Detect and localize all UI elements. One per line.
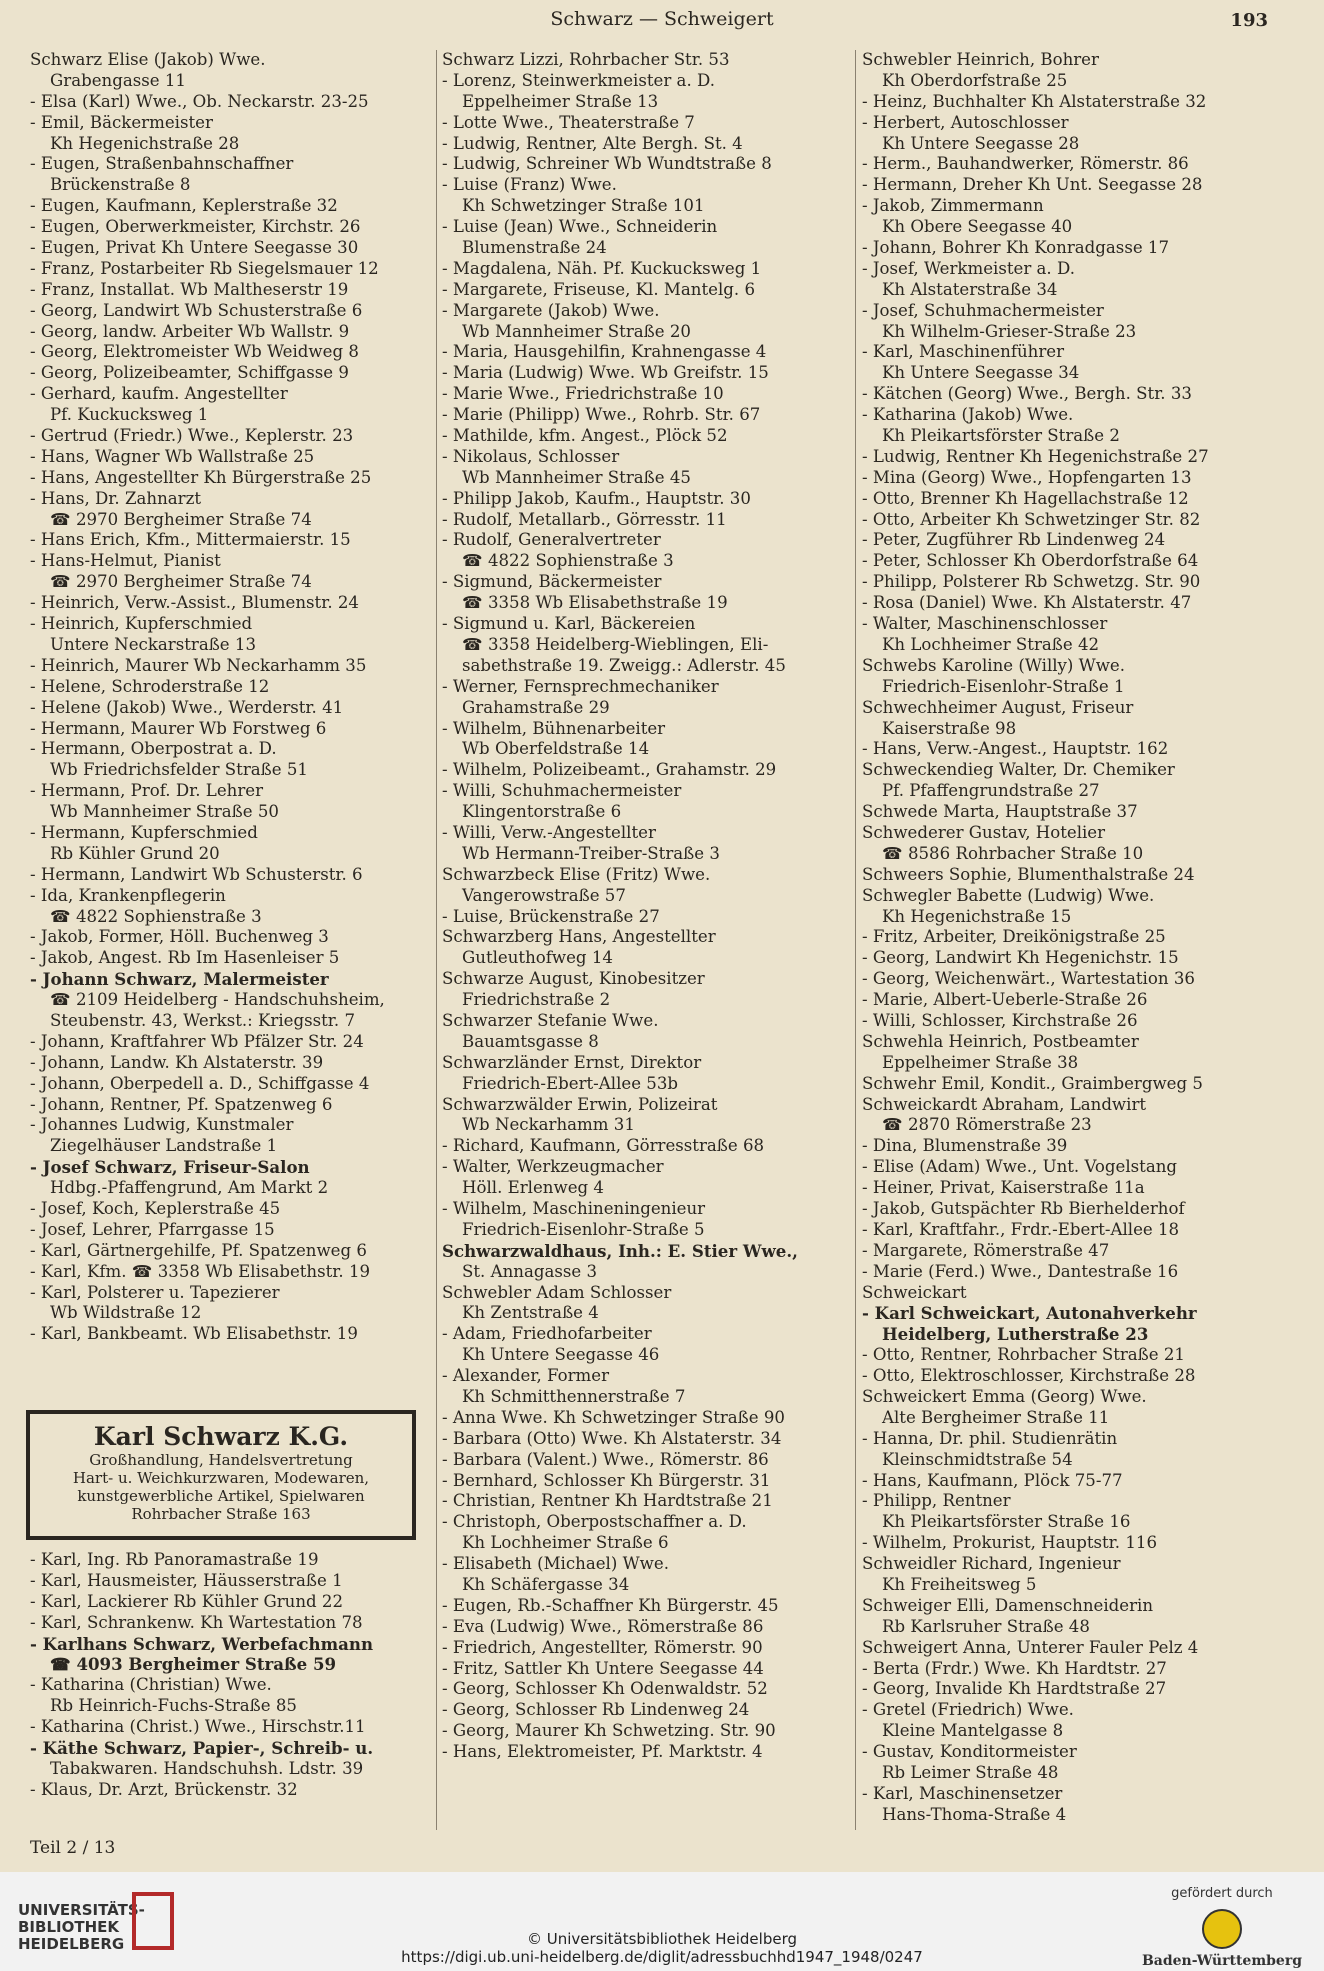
directory-entry: Höll. Erlenweg 4 (462, 1178, 604, 1198)
directory-entry: ☎ 2109 Heidelberg - Handschuhsheim, (50, 990, 385, 1010)
directory-entry: - Anna Wwe. Kh Schwetzinger Straße 90 (442, 1407, 785, 1427)
column-1-continued (30, 1550, 425, 1810)
directory-entry: - Georg, Landwirt Kh Hegenichstr. 15 (862, 948, 1179, 968)
directory-entry: - Georg, Maurer Kh Schwetzing. Str. 90 (442, 1721, 776, 1741)
directory-entry: - Sigmund, Bäckermeister (442, 572, 662, 592)
directory-entry: Kh Schwetzinger Straße 101 (462, 196, 705, 216)
directory-entry: - Friedrich, Angestellter, Römerstr. 90 (442, 1637, 763, 1657)
directory-entry: Gutleuthofweg 14 (462, 948, 613, 968)
directory-entry: - Georg, Polizeibeamter, Schiffgasse 9 (30, 363, 349, 383)
directory-entry: - Wilhelm, Maschineningenieur (442, 1198, 706, 1218)
directory-entry: ☎ 4093 Bergheimer Straße 59 (50, 1654, 337, 1675)
directory-entry: - Eugen, Kaufmann, Keplerstraße 32 (30, 196, 338, 216)
directory-entry: Klingentorstraße 6 (462, 802, 622, 822)
directory-entry: - Otto, Arbeiter Kh Schwetzinger Str. 82 (862, 509, 1201, 529)
directory-entry: - Alexander, Former (442, 1366, 610, 1386)
directory-entry: Heidelberg, Lutherstraße 23 (882, 1324, 1149, 1345)
directory-entry: - Franz, Postarbeiter Rb Siegelsmauer 12 (30, 258, 379, 278)
directory-entry: - Georg, Invalide Kh Hardtstraße 27 (862, 1679, 1167, 1699)
directory-entry: Wb Neckarhamm 31 (462, 1115, 635, 1135)
directory-entry: - Otto, Brenner Kh Hagellachstraße 12 (862, 488, 1189, 508)
ad-line: kunstgewerbliche Artikel, Spielwaren (77, 1487, 365, 1505)
directory-entry: Schwegler Babette (Ludwig) Wwe. (862, 885, 1155, 905)
directory-entry: Kh Freiheitsweg 5 (882, 1575, 1037, 1595)
directory-entry: Schweigert Anna, Unterer Fauler Pelz 4 (862, 1637, 1199, 1657)
directory-entry: - Hans, Kaufmann, Plöck 75-77 (862, 1470, 1123, 1490)
directory-entry: Schwarzwälder Erwin, Polizeirat (442, 1094, 718, 1114)
directory-entry: - Nikolaus, Schlosser (442, 446, 620, 466)
directory-entry: Kh Wilhelm-Grieser-Straße 23 (882, 321, 1137, 341)
directory-entry: - Johann, Kraftfahrer Wb Pfälzer Str. 24 (30, 1031, 364, 1051)
directory-entry: ☎ 4822 Sophienstraße 3 (50, 906, 262, 926)
directory-entry: - Karl, Kfm. ☎ 3358 Wb Elisabethstr. 19 (30, 1261, 371, 1281)
directory-entry: Kh Pleikartsförster Straße 16 (882, 1512, 1131, 1532)
directory-entry: - Klaus, Dr. Arzt, Brückenstr. 32 (30, 1779, 298, 1799)
directory-entry: Schwebs Karoline (Willy) Wwe. (862, 655, 1126, 675)
directory-entry: - Karl, Maschinensetzer (862, 1783, 1063, 1803)
directory-entry: Hdbg.-Pfaffengrund, Am Markt 2 (50, 1178, 329, 1198)
directory-entry: - Barbara (Valent.) Wwe., Römerstr. 86 (442, 1449, 769, 1469)
column-divider (855, 50, 856, 1830)
directory-entry: Schwechheimer August, Friseur (862, 697, 1134, 717)
directory-entry: Schweiger Elli, Damenschneiderin (862, 1595, 1154, 1615)
directory-entry: ☎ 3358 Heidelberg-Wieblingen, Eli- (462, 634, 769, 654)
directory-entry: Schwarze August, Kinobesitzer (442, 969, 705, 989)
directory-entry: - Ida, Krankenpflegerin (30, 885, 226, 905)
directory-entry: - Lorenz, Steinwerkmeister a. D. (442, 70, 715, 90)
volume-footer: Teil 2 / 13 (30, 1838, 116, 1858)
directory-entry: Grabengasse 11 (50, 70, 186, 90)
directory-entry: Bauamtsgasse 8 (462, 1031, 599, 1051)
directory-entry: - Georg, Elektromeister Wb Weidweg 8 (30, 342, 359, 362)
directory-entry: - Otto, Rentner, Rohrbacher Straße 21 (862, 1345, 1185, 1365)
directory-entry: - Elisabeth (Michael) Wwe. (442, 1554, 669, 1574)
directory-entry: Schweickart (862, 1282, 967, 1302)
directory-entry: - Philipp Jakob, Kaufm., Hauptstr. 30 (442, 488, 751, 508)
directory-entry: - Georg, Schlosser Rb Lindenweg 24 (442, 1700, 750, 1720)
directory-entry: - Johann, Bohrer Kh Konradgasse 17 (862, 238, 1170, 258)
directory-entry: Kh Hegenichstraße 15 (882, 906, 1072, 926)
directory-entry: - Gretel (Friedrich) Wwe. (862, 1700, 1074, 1720)
directory-entry: - Rosa (Daniel) Wwe. Kh Alstaterstr. 47 (862, 593, 1192, 613)
directory-entry: - Werner, Fernsprechmechaniker (442, 676, 719, 696)
directory-entry: - Eugen, Privat Kh Untere Seegasse 30 (30, 238, 359, 258)
sponsor-label: gefördert durch (1171, 1886, 1273, 1901)
directory-entry: - Hermann, Oberpostrat a. D. (30, 739, 277, 759)
ad-line: Hart- u. Weichkurzwaren, Modewaren, (72, 1469, 370, 1487)
directory-entry: Kh Schmitthennerstraße 7 (462, 1387, 686, 1406)
directory-entry: - Johann Schwarz, Malermeister (30, 969, 329, 990)
directory-entry: ☎ 8586 Rohrbacher Straße 10 (882, 843, 1144, 863)
directory-entry: Schweickardt Abraham, Landwirt (862, 1094, 1147, 1114)
directory-entry: Rb Heinrich-Fuchs-Straße 85 (50, 1696, 297, 1716)
directory-entry: - Marie Wwe., Friedrichstraße 10 (442, 384, 724, 404)
directory-entry: - Franz, Installat. Wb Maltheserstr 19 (30, 279, 349, 299)
column-divider (436, 50, 437, 1830)
copyright-block (0, 1930, 1324, 1966)
directory-entry: Schwarzländer Ernst, Direktor (442, 1052, 702, 1072)
directory-entry: - Helene, Schroderstraße 12 (30, 676, 270, 696)
directory-entry: - Heinz, Buchhalter Kh Alstaterstraße 32 (862, 91, 1207, 111)
directory-entry: Kh Obere Seegasse 40 (882, 217, 1073, 237)
directory-entry: - Rudolf, Generalvertreter (442, 530, 661, 550)
directory-entry: - Katharina (Christ.) Wwe., Hirschstr.11 (30, 1717, 366, 1737)
ad-line: Großhandlung, Handelsvertretung (89, 1451, 353, 1469)
directory-entry: - Bernhard, Schlosser Kh Bürgerstr. 31 (442, 1470, 771, 1490)
directory-entry: - Lotte Wwe., Theaterstraße 7 (442, 112, 695, 132)
directory-entry: - Mathilde, kfm. Angest., Plöck 52 (442, 426, 728, 446)
directory-entry: - Magdalena, Näh. Pf. Kuckucksweg 1 (442, 258, 762, 278)
directory-entry: - Luise (Jean) Wwe., Schneiderin (442, 217, 718, 237)
directory-entry: Pf. Pfaffengrundstraße 27 (882, 781, 1100, 801)
directory-entry: - Wilhelm, Prokurist, Hauptstr. 116 (862, 1533, 1158, 1553)
directory-entry: - Karl, Bankbeamt. Wb Elisabethstr. 19 (30, 1324, 358, 1344)
directory-entry: - Karl Schweickart, Autonahverkehr (862, 1303, 1197, 1324)
directory-entry: Friedrichstraße 2 (462, 990, 611, 1010)
directory-entry: - Peter, Schlosser Kh Oberdorfstraße 64 (862, 551, 1199, 571)
directory-entry: - Maria (Ludwig) Wwe. Wb Greifstr. 15 (442, 363, 769, 383)
directory-entry: - Karl, Polsterer u. Tapezierer (30, 1282, 280, 1302)
directory-entry: - Christoph, Oberpostschaffner a. D. (442, 1512, 747, 1532)
logo-line: HEIDELBERG (18, 1935, 125, 1953)
directory-entry: Schwehla Heinrich, Postbeamter (862, 1031, 1139, 1051)
directory-entry: - Mina (Georg) Wwe., Hopfengarten 13 (862, 467, 1192, 487)
directory-entry: - Philipp, Polsterer Rb Schwetzg. Str. 90 (862, 572, 1201, 592)
directory-entry: Kh Lochheimer Straße 42 (882, 634, 1100, 654)
directory-entry: Kh Alstaterstraße 34 (882, 279, 1058, 299)
directory-entry: ☎ 4822 Sophienstraße 3 (462, 551, 674, 571)
directory-entry: - Gerhard, kaufm. Angestellter (30, 384, 288, 404)
directory-entry: Schwehr Emil, Kondit., Graimbergweg 5 (862, 1073, 1203, 1093)
directory-entry: - Karl, Schrankenw. Kh Wartestation 78 (30, 1612, 363, 1632)
directory-entry: Wb Friedrichsfelder Straße 51 (50, 760, 308, 780)
directory-entry: Kh Pleikartsförster Straße 2 (882, 426, 1120, 446)
directory-entry: - Georg, Schlosser Kh Odenwaldstr. 52 (442, 1679, 768, 1699)
directory-entry: - Margarete (Jakob) Wwe. (442, 300, 660, 320)
directory-entry: Schwarz Elise (Jakob) Wwe. (30, 50, 266, 69)
directory-entry: - Karl, Ing. Rb Panoramastraße 19 (30, 1550, 319, 1569)
directory-entry: - Marie (Ferd.) Wwe., Dantestraße 16 (862, 1261, 1179, 1281)
directory-entry: - Dina, Blumenstraße 39 (862, 1136, 1068, 1156)
directory-entry: - Hans, Verw.-Angest., Hauptstr. 162 (862, 739, 1169, 759)
directory-entry: - Herm., Bauhandwerker, Römerstr. 86 (862, 154, 1189, 174)
directory-entry: Eppelheimer Straße 38 (882, 1052, 1079, 1072)
directory-entry: Alte Bergheimer Straße 11 (882, 1407, 1110, 1427)
directory-entry: - Jakob, Angest. Rb Im Hasenleiser 5 (30, 948, 340, 968)
directory-entry: - Hans, Angestellter Kh Bürgerstraße 25 (30, 467, 372, 487)
directory-entry: - Katharina (Christian) Wwe. (30, 1675, 272, 1695)
logo-line: BIBLIOTHEK (18, 1918, 119, 1936)
directory-entry: Schwarz Lizzi, Rohrbacher Str. 53 (442, 50, 730, 69)
directory-entry: Schweidler Richard, Ingenieur (862, 1554, 1121, 1574)
directory-entry: - Käthe Schwarz, Papier-, Schreib- u. (30, 1738, 374, 1759)
directory-entry: ☎ 2970 Bergheimer Straße 74 (50, 509, 312, 529)
directory-entry: - Johann, Rentner, Pf. Spatzenweg 6 (30, 1094, 333, 1114)
directory-entry: - Willi, Verw.-Angestellter (442, 822, 656, 842)
directory-entry: Kleinschmidtstraße 54 (882, 1449, 1073, 1469)
directory-entry: - Karl, Hausmeister, Häusserstraße 1 (30, 1570, 343, 1590)
directory-entry: - Hans, Elektromeister, Pf. Marktstr. 4 (442, 1742, 763, 1762)
directory-entry: - Johann, Oberpedell a. D., Schiffgasse 4 (30, 1073, 370, 1093)
directory-entry: Tabakwaren. Handschuhsh. Ldstr. 39 (50, 1758, 364, 1778)
directory-entry: Kh Schäfergasse 34 (462, 1575, 630, 1595)
library-footer-bar (0, 1872, 1324, 1971)
directory-entry: Wb Wildstraße 12 (50, 1303, 202, 1323)
directory-entry: - Hermann, Landwirt Wb Schusterstr. 6 (30, 864, 363, 884)
directory-entry: - Gertrud (Friedr.) Wwe., Keplerstr. 23 (30, 426, 354, 446)
column-2 (442, 50, 846, 1840)
directory-entry: - Hans Erich, Kfm., Mittermaierstr. 15 (30, 530, 351, 550)
directory-entry: - Johann, Landw. Kh Alstaterstr. 39 (30, 1052, 324, 1072)
column-3 (862, 50, 1294, 1840)
directory-entry: Eppelheimer Straße 13 (462, 91, 659, 111)
directory-entry: Schwebler Adam Schlosser (442, 1282, 672, 1302)
directory-entry: - Sigmund u. Karl, Bäckereien (442, 614, 696, 634)
directory-entry: - Josef, Lehrer, Pfarrgasse 15 (30, 1219, 275, 1239)
directory-entry: - Hans-Helmut, Pianist (30, 551, 221, 571)
directory-entry: - Hans, Dr. Zahnarzt (30, 488, 201, 508)
directory-entry: Wb Mannheimer Straße 20 (462, 321, 691, 341)
ad-title: Karl Schwarz K.G. (93, 1422, 349, 1451)
directory-entry: - Karlhans Schwarz, Werbefachmann (30, 1633, 374, 1654)
directory-entry: - Eugen, Rb.-Schaffner Kh Bürgerstr. 45 (442, 1595, 779, 1615)
sponsor-block (1142, 1886, 1302, 1969)
directory-entry: - Karl, Lackierer Rb Kühler Grund 22 (30, 1591, 344, 1611)
directory-entry: - Luise, Brückenstraße 27 (442, 906, 660, 926)
directory-entry: Vangerowstraße 57 (462, 885, 626, 905)
directory-entry: - Otto, Elektroschlosser, Kirchstraße 28 (862, 1366, 1196, 1386)
directory-entry: Kh Hegenichstraße 28 (50, 133, 240, 153)
permalink-url[interactable]: https://digi.ub.uni-heidelberg.de/diglit/adressbuchhd1947_1948/0247 (401, 1948, 923, 1966)
directory-entry: - Josef, Werkmeister a. D. (862, 258, 1075, 278)
directory-entry: ☎ 2870 Römerstraße 23 (882, 1115, 1092, 1135)
directory-entry: Friedrich-Ebert-Allee 53b (462, 1073, 679, 1093)
directory-entry: - Marie (Philipp) Wwe., Rohrb. Str. 67 (442, 405, 761, 425)
directory-entry: - Gustav, Konditormeister (862, 1742, 1077, 1762)
directory-entry: - Hermann, Maurer Wb Forstweg 6 (30, 718, 327, 738)
directory-entry: Schwebler Heinrich, Bohrer (862, 50, 1099, 69)
directory-entry: - Eva (Ludwig) Wwe., Römerstraße 86 (442, 1616, 764, 1636)
directory-entry: Wb Oberfeldstraße 14 (462, 739, 650, 759)
directory-entry: Ziegelhäuser Landstraße 1 (50, 1136, 278, 1156)
directory-entry: - Walter, Maschinenschlosser (862, 614, 1108, 634)
directory-entry: - Wilhelm, Bühnenarbeiter (442, 718, 666, 738)
page-number: 193 (1230, 10, 1268, 31)
directory-entry: - Rudolf, Metallarb., Görresstr. 11 (442, 509, 727, 529)
directory-entry: - Emil, Bäckermeister (30, 112, 213, 132)
directory-entry: - Fritz, Arbeiter, Dreikönigstraße 25 (862, 927, 1166, 947)
directory-entry: - Willi, Schlosser, Kirchstraße 26 (862, 1010, 1138, 1030)
directory-entry: - Heinrich, Kupferschmied (30, 614, 253, 634)
directory-entry: - Hermann, Prof. Dr. Lehrer (30, 781, 264, 801)
directory-entry: Kh Zentstraße 4 (462, 1303, 599, 1323)
directory-entry: ☎ 3358 Wb Elisabethstraße 19 (462, 593, 728, 613)
sponsor-name: Baden-Württemberg (1141, 1953, 1302, 1969)
directory-entry: - Georg, Weichenwärt., Wartestation 36 (862, 969, 1195, 989)
directory-entry: - Ludwig, Rentner, Alte Bergh. St. 4 (442, 133, 743, 153)
directory-entry: Schwederer Gustav, Hotelier (862, 822, 1106, 842)
directory-entry: - Hermann, Dreher Kh Unt. Seegasse 28 (862, 175, 1203, 195)
directory-entry: Schwarzer Stefanie Wwe. (442, 1010, 659, 1030)
directory-entry: - Jakob, Former, Höll. Buchenweg 3 (30, 927, 329, 947)
directory-entry: Schwede Marta, Hauptstraße 37 (862, 802, 1138, 822)
directory-entry: - Elise (Adam) Wwe., Unt. Vogelstang (862, 1157, 1178, 1177)
directory-entry: - Richard, Kaufmann, Görresstraße 68 (442, 1136, 765, 1156)
directory-entry: Wb Mannheimer Straße 50 (50, 802, 279, 822)
directory-entry: Kh Untere Seegasse 28 (882, 133, 1080, 153)
directory-entry: Kh Untere Seegasse 46 (462, 1345, 660, 1365)
directory-entry: Pf. Kuckucksweg 1 (50, 405, 209, 425)
directory-entry: - Hermann, Kupferschmied (30, 822, 258, 842)
directory-entry: - Margarete, Römerstraße 47 (862, 1240, 1110, 1260)
directory-entry: - Katharina (Jakob) Wwe. (862, 405, 1074, 425)
directory-entry: - Helene (Jakob) Wwe., Werderstr. 41 (30, 697, 344, 717)
directory-entry: - Wilhelm, Polizeibeamt., Grahamstr. 29 (442, 760, 777, 780)
advertisement-box (26, 1410, 416, 1540)
directory-entry: Schweers Sophie, Blumenthalstraße 24 (862, 864, 1195, 884)
directory-entry: Grahamstraße 29 (462, 697, 610, 717)
directory-entry: Schwarzbeck Elise (Fritz) Wwe. (442, 864, 711, 884)
directory-entry: - Heinrich, Maurer Wb Neckarhamm 35 (30, 655, 367, 675)
directory-entry: Kh Oberdorfstraße 25 (882, 70, 1068, 90)
directory-entry: Brückenstraße 8 (50, 175, 191, 195)
directory-entry: - Fritz, Sattler Kh Untere Seegasse 44 (442, 1658, 764, 1678)
directory-entry: - Josef Schwarz, Friseur-Salon (30, 1157, 310, 1178)
directory-entry: sabethstraße 19. Zweigg.: Adlerstr. 45 (462, 655, 786, 675)
state-seal-icon (1202, 1909, 1242, 1949)
directory-entry: - Walter, Werkzeugmacher (442, 1157, 664, 1177)
directory-entry: Schwarzberg Hans, Angestellter (442, 927, 716, 947)
directory-entry: - Maria, Hausgehilfin, Krahnengasse 4 (442, 342, 767, 362)
directory-entry: - Heiner, Privat, Kaiserstraße 11a (862, 1178, 1145, 1198)
directory-entry: Schweickert Emma (Georg) Wwe. (862, 1387, 1147, 1406)
page-header-title: Schwarz — Schweigert (550, 8, 774, 30)
directory-entry: - Ludwig, Schreiner Wb Wundtstraße 8 (442, 154, 772, 174)
directory-entry: - Jakob, Zimmermann (862, 196, 1044, 216)
directory-entry: - Eugen, Oberwerkmeister, Kirchstr. 26 (30, 217, 361, 237)
directory-entry: Kaiserstraße 98 (882, 718, 1017, 738)
directory-entry: - Peter, Zugführer Rb Lindenweg 24 (862, 530, 1166, 550)
directory-entry: Rb Karlsruher Straße 48 (882, 1616, 1090, 1636)
directory-entry: - Josef, Koch, Keplerstraße 45 (30, 1198, 281, 1218)
column-1 (30, 50, 425, 1400)
ad-line: Rohrbacher Straße 163 (131, 1505, 311, 1523)
directory-entry: - Karl, Kraftfahr., Frdr.-Ebert-Allee 18 (862, 1219, 1180, 1239)
directory-entry: - Marie, Albert-Ueberle-Straße 26 (862, 990, 1148, 1010)
directory-entry: - Georg, Landwirt Wb Schusterstraße 6 (30, 300, 363, 320)
directory-entry: - Kätchen (Georg) Wwe., Bergh. Str. 33 (862, 384, 1192, 404)
directory-entry: Untere Neckarstraße 13 (50, 634, 257, 654)
directory-entry: - Elsa (Karl) Wwe., Ob. Neckarstr. 23-25 (30, 91, 369, 111)
directory-entry: - Margarete, Friseuse, Kl. Mantelg. 6 (442, 279, 756, 299)
directory-entry: - Georg, landw. Arbeiter Wb Wallstr. 9 (30, 321, 350, 341)
directory-entry: ☎ 2970 Bergheimer Straße 74 (50, 572, 312, 592)
directory-entry: - Hans, Wagner Wb Wallstraße 25 (30, 446, 315, 466)
directory-entry: - Karl, Gärtnergehilfe, Pf. Spatzenweg 6 (30, 1240, 367, 1260)
directory-entry: Friedrich-Eisenlohr-Straße 5 (462, 1219, 705, 1239)
directory-entry: - Christian, Rentner Kh Hardtstraße 21 (442, 1491, 773, 1511)
directory-entry: - Barbara (Otto) Wwe. Kh Alstaterstr. 34 (442, 1428, 782, 1448)
directory-entry: - Herbert, Autoschlosser (862, 112, 1069, 132)
directory-entry: Steubenstr. 43, Werkst.: Kriegsstr. 7 (50, 1010, 356, 1030)
directory-entry: Kh Untere Seegasse 34 (882, 363, 1080, 383)
directory-entry: - Willi, Schuhmachermeister (442, 781, 682, 801)
directory-entry: St. Annagasse 3 (462, 1261, 598, 1281)
directory-entry: - Karl, Maschinenführer (862, 342, 1065, 362)
directory-entry: Schwarzwaldhaus, Inh.: E. Stier Wwe., (442, 1240, 798, 1261)
directory-entry: - Johannes Ludwig, Kunstmaler (30, 1115, 294, 1135)
directory-entry: Wb Mannheimer Straße 45 (462, 467, 691, 487)
directory-entry: Hans-Thoma-Straße 4 (882, 1804, 1067, 1824)
directory-entry: Wb Hermann-Treiber-Straße 3 (462, 843, 720, 863)
directory-entry: - Adam, Friedhofarbeiter (442, 1324, 652, 1344)
copyright-text: © Universitätsbibliothek Heidelberg (526, 1930, 797, 1948)
directory-entry: Friedrich-Eisenlohr-Straße 1 (882, 676, 1125, 696)
directory-entry: - Philipp, Rentner (862, 1491, 1011, 1511)
directory-entry: Schweckendieg Walter, Dr. Chemiker (862, 760, 1175, 780)
logo-line: UNIVERSITÄTS- (18, 1901, 145, 1919)
directory-entry: - Luise (Franz) Wwe. (442, 175, 617, 195)
directory-entry: - Heinrich, Verw.-Assist., Blumenstr. 24 (30, 593, 359, 613)
directory-entry: Kleine Mantelgasse 8 (882, 1721, 1064, 1741)
directory-entry: - Berta (Frdr.) Wwe. Kh Hardtstr. 27 (862, 1658, 1167, 1678)
directory-entry: Kh Lochheimer Straße 6 (462, 1533, 669, 1553)
directory-entry: Rb Leimer Straße 48 (882, 1763, 1059, 1783)
directory-entry: - Josef, Schuhmachermeister (862, 300, 1104, 320)
directory-entry: - Jakob, Gutspächter Rb Bierhelderhof (862, 1198, 1185, 1218)
directory-entry: - Ludwig, Rentner Kh Hegenichstraße 27 (862, 446, 1209, 466)
directory-entry: - Hanna, Dr. phil. Studienrätin (862, 1428, 1118, 1448)
directory-entry: - Eugen, Straßenbahnschaffner (30, 154, 294, 174)
directory-entry: Rb Kühler Grund 20 (50, 843, 220, 863)
directory-entry: Blumenstraße 24 (462, 238, 607, 258)
